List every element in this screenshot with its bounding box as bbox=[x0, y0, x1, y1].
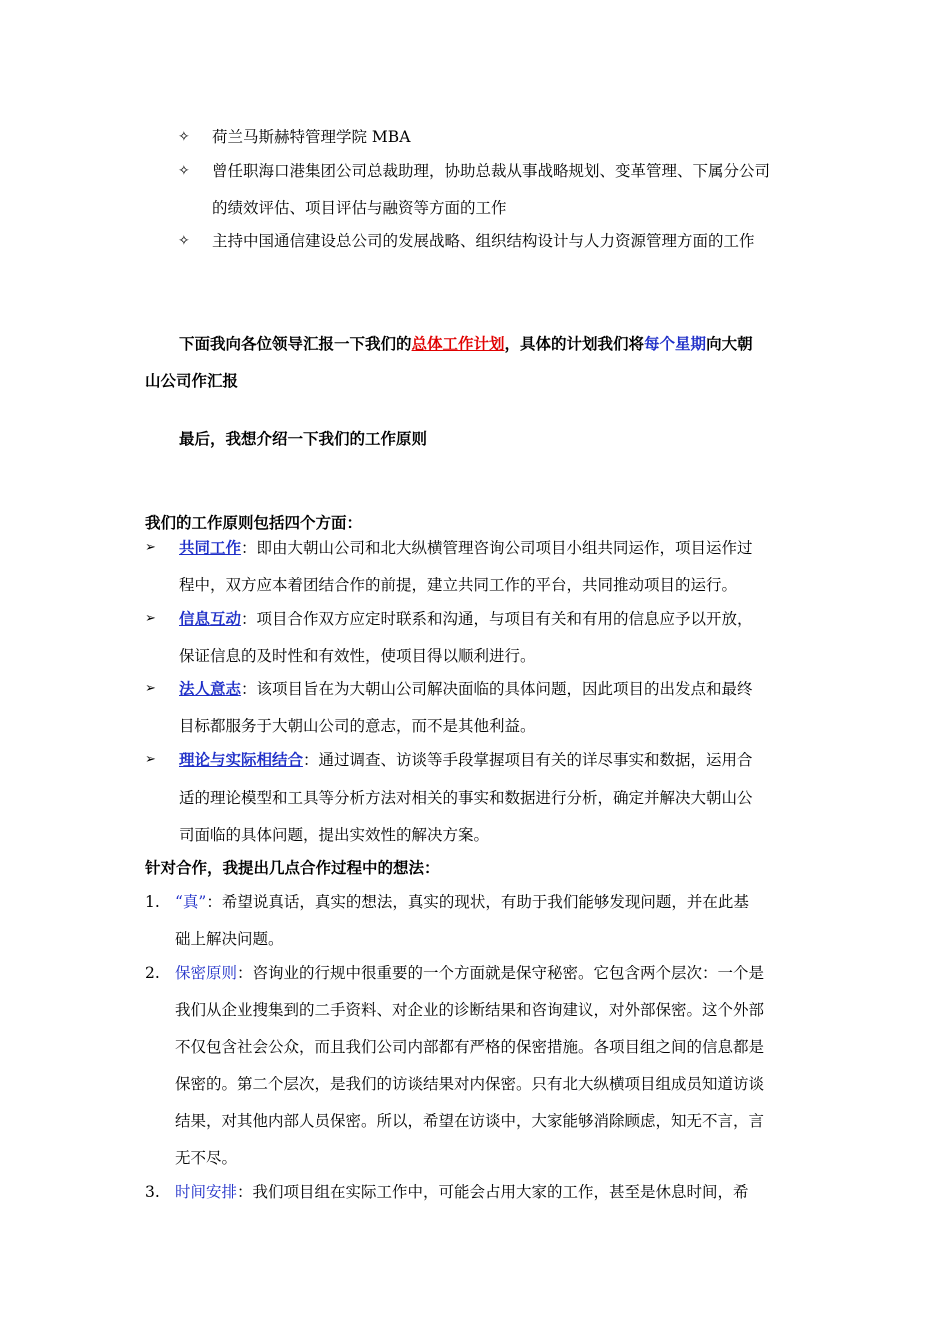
cooperation-item: “真”：希望说真话，真实的想法，真实的现状，有助于我们能够发现问题，并在此基 bbox=[175, 893, 749, 911]
principle-text: 目标都服务于大朝山公司的意志，而不是其他利益。 bbox=[179, 717, 536, 735]
bullet-text: 曾任职海口港集团公司总裁助理，协助总裁从事战略规划、变革管理、下属分公司 bbox=[212, 162, 771, 180]
list-number: 2. bbox=[145, 964, 160, 982]
bullet-text: 的绩效评估、项目评估与融资等方面的工作 bbox=[212, 199, 507, 217]
principle-item: 共同工作：即由大朝山公司和北大纵横管理咨询公司项目小组共同运作，项目运作过 bbox=[179, 538, 753, 557]
cooperation-text: 不仅包含社会公众，而且我们公司内部都有严格的保密措施。各项目组之间的信息都是 bbox=[175, 1038, 765, 1056]
report-paragraph: 下面我向各位领导汇报一下我们的总体工作计划，具体的计划我们将每个星期向大朝 bbox=[179, 334, 753, 353]
principle-text: 适的理论模型和工具等分析方法对相关的事实和数据进行分析，确定并解决大朝山公 bbox=[179, 789, 753, 807]
principle-item: 信息互动：项目合作双方应定时联系和沟通，与项目有关和有用的信息应予以开放， bbox=[179, 609, 753, 628]
cooperation-text: 无不尽。 bbox=[175, 1149, 238, 1167]
diamond-bullet-icon: ✧ bbox=[178, 129, 190, 145]
bullet-text: 荷兰马斯赫特管理学院 MBA bbox=[212, 128, 411, 146]
diamond-bullet-icon: ✧ bbox=[178, 233, 190, 249]
arrow-bullet-icon: ➢ bbox=[145, 752, 156, 767]
cooperation-item: 保密原则：咨询业的行规中很重要的一个方面就是保守秘密。它包含两个层次：一个是 bbox=[175, 964, 765, 982]
principle-term: 共同工作 bbox=[179, 538, 242, 557]
cooperation-item: 时间安排：我们项目组在实际工作中，可能会占用大家的工作，甚至是休息时间，希 bbox=[175, 1183, 749, 1201]
principle-term: 信息互动 bbox=[179, 609, 242, 628]
cooperation-term: 时间安排 bbox=[175, 1183, 238, 1201]
principle-text: 程中，双方应本着团结合作的前提，建立共同工作的平台，共同推动项目的运行。 bbox=[179, 576, 738, 594]
principle-item: 法人意志：该项目旨在为大朝山公司解决面临的具体问题，因此项目的出发点和最终 bbox=[179, 679, 753, 698]
cooperation-term: “真” bbox=[175, 893, 207, 911]
principle-text: 司面临的具体问题，提出实效性的解决方案。 bbox=[179, 826, 490, 844]
arrow-bullet-icon: ➢ bbox=[145, 611, 156, 626]
bullet-text: 主持中国通信建设总公司的发展战略、组织结构设计与人力资源管理方面的工作 bbox=[212, 232, 755, 250]
principle-term: 法人意志 bbox=[179, 679, 242, 698]
cooperation-text: 础上解决问题。 bbox=[175, 930, 284, 948]
list-number: 3. bbox=[145, 1183, 160, 1201]
principle-item: 理论与实际相结合：通过调查、访谈等手段掌握项目有关的详尽事实和数据，运用合 bbox=[179, 750, 753, 769]
cooperation-text: 结果，对其他内部人员保密。所以，希望在访谈中，大家能够消除顾虑，知无不言，言 bbox=[175, 1112, 765, 1130]
finally-paragraph: 最后，我想介绍一下我们的工作原则 bbox=[179, 429, 428, 448]
weekly-highlight: 每个星期 bbox=[644, 334, 707, 353]
list-number: 1. bbox=[145, 893, 160, 911]
arrow-bullet-icon: ➢ bbox=[145, 540, 156, 555]
principles-heading: 我们的工作原则包括四个方面： bbox=[145, 513, 363, 532]
cooperation-heading: 针对合作，我提出几点合作过程中的想法： bbox=[145, 858, 440, 877]
diamond-bullet-icon: ✧ bbox=[178, 163, 190, 179]
cooperation-text: 保密的。第二个层次，是我们的访谈结果对内保密。只有北大纵横项目组成员知道访谈 bbox=[175, 1075, 765, 1093]
arrow-bullet-icon: ➢ bbox=[145, 681, 156, 696]
report-paragraph-cont: 山公司作汇报 bbox=[145, 371, 239, 390]
cooperation-term: 保密原则 bbox=[175, 964, 238, 982]
principle-term: 理论与实际相结合 bbox=[179, 750, 304, 769]
cooperation-text: 我们从企业搜集到的二手资料、对企业的诊断结果和咨询建议，对外部保密。这个外部 bbox=[175, 1001, 765, 1019]
overall-plan-highlight: 总体工作计划 bbox=[411, 334, 505, 353]
principle-text: 保证信息的及时性和有效性，使项目得以顺利进行。 bbox=[179, 647, 536, 665]
